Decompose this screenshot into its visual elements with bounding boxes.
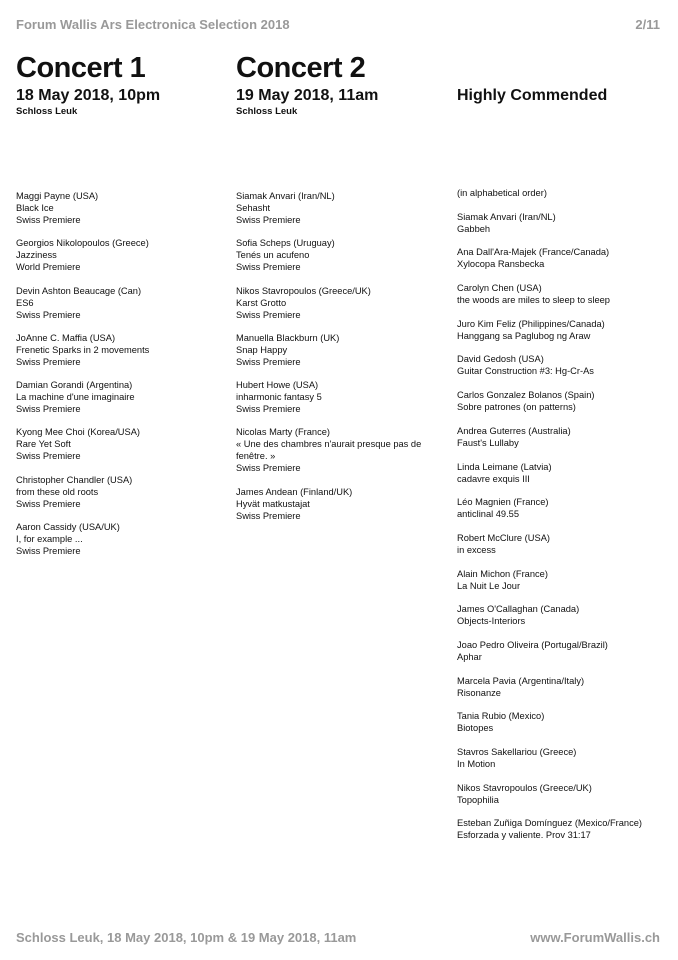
commended-entry (457, 389, 672, 413)
concert2-date: 19 May 2018, 11am (236, 87, 379, 104)
composer: Damian Gorandi (Argentina) (16, 380, 133, 391)
composer: Christopher Chandler (USA) (16, 474, 133, 485)
composer: David Gedosh (USA) (457, 354, 544, 365)
work-title: Hanggang sa Paglubog ng Araw (457, 330, 591, 341)
premiere-note: Swiss Premiere (16, 546, 81, 557)
program-entry (236, 190, 451, 226)
commended-entry (457, 211, 672, 235)
work-title: in excess (457, 544, 496, 555)
concert1-venue: Schloss Leuk (16, 106, 78, 117)
commended-entry (457, 746, 672, 770)
composer: Nicolas Marty (France) (236, 427, 331, 438)
program-entry (16, 521, 231, 557)
program-entry (236, 379, 451, 415)
composer: Juro Kim Feliz (Philippines/Canada) (457, 318, 605, 329)
composer: Georgios Nikolopoulos (Greece) (16, 238, 149, 249)
program-entry (236, 285, 451, 321)
program-entry (16, 379, 231, 415)
premiere-note: Swiss Premiere (236, 215, 301, 225)
premiere-note: Swiss Premiere (236, 309, 301, 320)
work-title: Snap Happy (236, 344, 288, 355)
composer: Carolyn Chen (USA) (457, 283, 542, 294)
work-title: inharmonic fantasy 5 (236, 392, 322, 403)
commended-entry (457, 353, 672, 377)
commended-entry (457, 639, 672, 663)
work-title: In Motion (457, 759, 496, 769)
program-entry (236, 237, 451, 273)
concert2-title: Concert 2 (236, 52, 366, 84)
premiere-note: Swiss Premiere (236, 510, 301, 521)
work-title: Esforzada y valiente. Prov 31:17 (457, 830, 591, 841)
commended-entry (457, 782, 672, 806)
composer: Manuella Blackburn (UK) (236, 332, 340, 343)
work-title: anticlinal 49.55 (457, 509, 520, 520)
commended-entry (457, 318, 672, 342)
composer: Marcela Pavia (Argentina/Italy) (457, 675, 585, 686)
premiere-note: World Premiere (16, 262, 81, 273)
program-entry (16, 237, 231, 273)
composer: Esteban Zuñiga Domínguez (Mexico/France) (457, 818, 642, 829)
premiere-note: Swiss Premiere (16, 498, 81, 509)
footer-venue-dates: Schloss Leuk, 18 May 2018, 10pm & 19 May 2018, 11am (16, 930, 357, 945)
composer: Ana Dall'Ara-Majek (France/Canada) (457, 247, 610, 258)
commended-entry (457, 817, 672, 841)
composer: Siamak Anvari (Iran/NL) (236, 191, 335, 201)
commended-entry (457, 425, 672, 449)
work-title: Sehasht (236, 203, 271, 213)
premiere-note: Swiss Premiere (16, 356, 81, 367)
commended-entry (457, 675, 672, 699)
work-title: Black Ice (16, 203, 54, 213)
work-title: La Nuit Le Jour (457, 580, 521, 591)
header-title: Forum Wallis Ars Electronica Selection 2018 (16, 17, 290, 32)
work-title: Biotopes (457, 723, 494, 734)
composer: JoAnne C. Maffia (USA) (16, 332, 116, 343)
commended-entry (457, 532, 672, 556)
program-entry (16, 285, 231, 321)
work-title: I, for example ... (16, 534, 83, 545)
composer: Stavros Sakellariou (Greece) (457, 747, 577, 757)
concert2-venue: Schloss Leuk (236, 106, 298, 117)
program-entry (16, 332, 231, 368)
work-title: Tenés un acufeno (236, 250, 310, 261)
program-entry (236, 486, 451, 522)
commended-entry (457, 282, 672, 306)
premiere-note: Swiss Premiere (236, 262, 301, 273)
composer: Léo Magnien (France) (457, 497, 549, 508)
program-entry (16, 474, 231, 510)
composer: Tania Rubio (Mexico) (457, 711, 545, 722)
program-entry (16, 426, 231, 462)
concert1-date: 18 May 2018, 10pm (16, 87, 161, 104)
work-title: Risonanze (457, 687, 501, 698)
commended-entry (457, 603, 672, 627)
work-title: Aphar (457, 651, 482, 662)
highly-commended-list (457, 187, 672, 853)
commended-entry (457, 246, 672, 270)
composer: Maggi Payne (USA) (16, 191, 99, 201)
work-title: the woods are miles to sleep to sleep (457, 295, 610, 306)
concert2-program (236, 190, 451, 533)
concert1-title: Concert 1 (16, 52, 146, 84)
composer: Joao Pedro Oliveira (Portugal/Brazil) (457, 639, 608, 650)
composer: Nikos Stavropoulos (Greece/UK) (457, 782, 592, 793)
work-title: cadavre exquis III (457, 473, 530, 484)
order-note: (in alphabetical order) (457, 188, 547, 198)
page-number: 2/11 (635, 17, 660, 32)
composer: James O'Callaghan (Canada) (457, 604, 580, 615)
commended-entry (457, 496, 672, 520)
premiere-note: Swiss Premiere (16, 309, 81, 320)
composer: James Andean (Finland/UK) (236, 486, 353, 497)
composer: Alain Michon (France) (457, 568, 548, 579)
program-entry (236, 426, 451, 474)
composer: Siamak Anvari (Iran/NL) (457, 211, 556, 222)
work-title: Hyvät matkustajat (236, 498, 310, 509)
composer: Aaron Cassidy (USA/UK) (16, 522, 120, 533)
composer: Kyong Mee Choi (Korea/USA) (16, 427, 141, 438)
work-title: La machine d'une imaginaire (16, 392, 135, 403)
concert1-header (16, 52, 226, 118)
premiere-note: Swiss Premiere (236, 463, 301, 474)
work-title: Sobre patrones (on patterns) (457, 402, 576, 413)
work-title: Frenetic Sparks in 2 movements (16, 344, 150, 355)
work-title: « Une des chambres n'aurait presque pas de fenêtre. » (236, 439, 422, 462)
program-entry (236, 332, 451, 368)
premiere-note: Swiss Premiere (16, 404, 81, 415)
work-title: ES6 (16, 297, 34, 308)
premiere-note: Swiss Premiere (16, 215, 81, 225)
highly-commended-title: Highly Commended (457, 87, 608, 104)
work-title: Faust's Lullaby (457, 437, 519, 448)
footer-website-link[interactable]: www.ForumWallis.ch (530, 930, 660, 945)
commended-entry (457, 568, 672, 592)
composer: Nikos Stavropoulos (Greece/UK) (236, 285, 371, 296)
premiere-note: Swiss Premiere (236, 404, 301, 415)
highly-commended-header (457, 52, 672, 106)
composer: Sofia Scheps (Uruguay) (236, 238, 335, 249)
work-title: Topophilia (457, 794, 499, 805)
commended-entry (457, 461, 672, 485)
commended-entry (457, 710, 672, 734)
work-title: from these old roots (16, 486, 99, 497)
work-title: Jazziness (16, 250, 57, 261)
premiere-note: Swiss Premiere (236, 356, 301, 367)
work-title: Guitar Construction #3: Hg-Cr-As (457, 366, 594, 377)
composer: Carlos Gonzalez Bolanos (Spain) (457, 390, 595, 401)
composer: Devin Ashton Beaucage (Can) (16, 285, 142, 296)
work-title: Rare Yet Soft (16, 439, 71, 450)
concert2-header (236, 52, 446, 118)
work-title: Xylocopa Ransbecka (457, 259, 545, 270)
premiere-note: Swiss Premiere (16, 451, 81, 462)
composer: Andrea Guterres (Australia) (457, 425, 571, 436)
composer: Linda Leimane (Latvia) (457, 461, 552, 472)
work-title: Gabbeh (457, 223, 491, 234)
composer: Robert McClure (USA) (457, 532, 550, 543)
concert1-program (16, 190, 231, 568)
composer: Hubert Howe (USA) (236, 380, 319, 391)
work-title: Karst Grotto (236, 297, 287, 308)
work-title: Objects-Interiors (457, 616, 526, 627)
program-entry (16, 190, 231, 226)
